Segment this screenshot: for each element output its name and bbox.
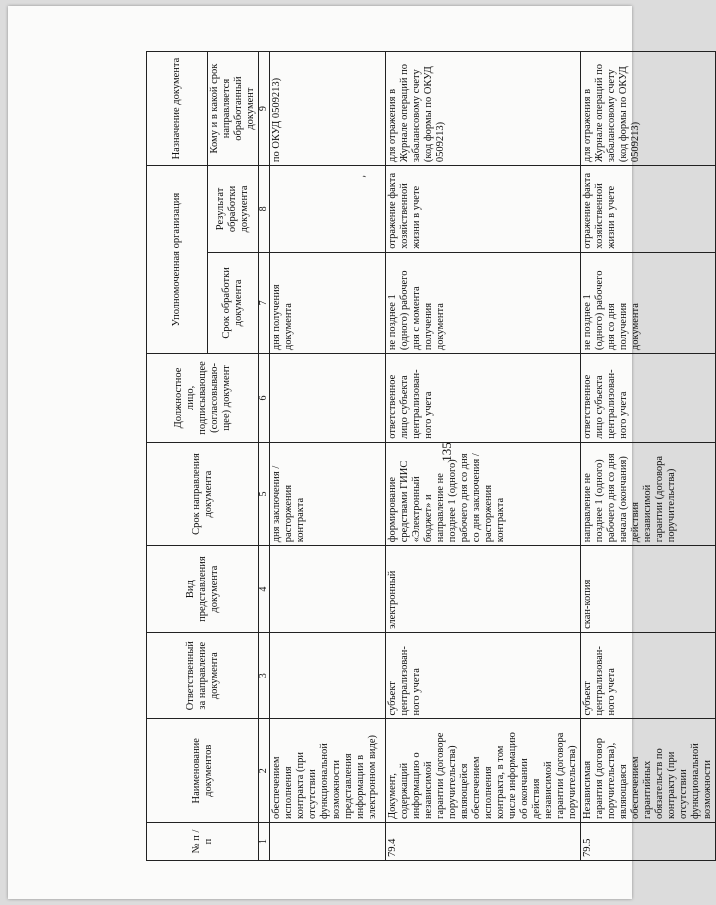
- cell-recipient: по ОКУД 0509213): [270, 52, 386, 166]
- cell-responsible: субъект централизован-ного учета: [581, 632, 716, 719]
- cell-document-name: Документ, содержащий информацию о независимой гарантии (договоре поручительства) являющейся обеспечением исполнения контракта, в том числе информацию об окончании действия независимой гарантии (договора поручительства): [386, 719, 581, 823]
- cell-official: [270, 354, 386, 443]
- cell-type: скан-копия: [581, 546, 716, 633]
- cell-recipient: для отражения в Журнале операций по забалансовому счету (код формы по ОКУД 0509213): [386, 52, 581, 166]
- table-row: [270, 52, 386, 861]
- rotated-table-container: [146, 51, 713, 861]
- header-official: Должностное лицо, подписывающее (согласовываю-щее) документ: [147, 354, 259, 443]
- header-responsible: Ответственный за направление документа: [147, 632, 259, 719]
- column-number: 9: [259, 52, 270, 166]
- column-number: 7: [259, 252, 270, 353]
- cell-type: электронный: [386, 546, 581, 633]
- table-row: [581, 52, 716, 861]
- cell-result: [270, 163, 386, 253]
- header-processing-time: Срок обработки документа: [208, 252, 259, 353]
- header-group-authorized: Уполномоченная организация: [147, 166, 208, 354]
- cell-no: [270, 822, 386, 860]
- column-number: 4: [259, 546, 270, 633]
- cell-recipient: для отражения в Журнале операций по забалансовому счету (код формы по ОКУД 0509213): [581, 52, 716, 166]
- cell-processing-time: не позднее 1 (одного) рабочего дня с момента получения документа: [386, 252, 581, 353]
- header-type: Вид представления документа: [147, 546, 259, 633]
- pen-mark: ˎ: [356, 163, 368, 180]
- cell-processing-time: не позднее 1 (одного) рабочего дня со дня получения документа: [581, 252, 716, 353]
- column-number: 5: [259, 442, 270, 546]
- cell-responsible: [270, 632, 386, 719]
- column-number: 2: [259, 719, 270, 823]
- column-number: 1: [259, 822, 270, 860]
- cell-deadline: направление не позднее 1 (одного) рабочего дня со дня начала (окончания) действия независимой гарантии (договора поручительства): [581, 442, 716, 546]
- column-number-row: [259, 52, 270, 861]
- column-number: 8: [259, 166, 270, 253]
- header-group-purpose: Назначение документа: [147, 52, 208, 166]
- header-deadline: Срок направления документа: [147, 442, 259, 546]
- cell-processing-time: дня получения документа: [270, 252, 386, 353]
- cell-no: 79.4: [386, 822, 581, 860]
- table-row: [386, 52, 581, 861]
- cell-result: отражение факта хозяйственной жизни в учете: [386, 166, 581, 253]
- cell-deadline: дня заключения / расторжения контракта: [270, 442, 386, 546]
- cell-no: 79.5: [581, 822, 716, 860]
- document-flow-table: [146, 51, 716, 861]
- cell-responsible: субъект централизован-ного учета: [386, 632, 581, 719]
- header-result: Результат обработки документа: [208, 166, 259, 253]
- cell-official: ответственное лицо субъекта централизован-ного учета: [386, 354, 581, 443]
- cell-result: отражение факта хозяйственной жизни в учете: [581, 166, 716, 253]
- header-recipient: Кому и в какой срок направляется обработанный документ: [208, 52, 259, 166]
- column-number: 6: [259, 354, 270, 443]
- cell-document-name: обеспечением исполнения контракта (при отсутствии функциональной возможности представления информации в электронном виде): [270, 719, 386, 823]
- cell-official: ответственное лицо субъекта централизован-ного учета: [581, 354, 716, 443]
- page-number: 135: [439, 442, 454, 462]
- column-number: 3: [259, 632, 270, 719]
- header-document-name: Наименование документов: [147, 719, 259, 823]
- document-page: [8, 6, 713, 899]
- cell-document-name: Независимая гарантия (договор поручительства), являющаяся обеспечением гарантийных обязательств по контракту (при отсутствии функциональной возможности: [581, 719, 716, 823]
- cell-deadline: формирование средствами ГИИС «Электронный бюджет» и направление не позднее 1 (одного) рабочего дня со дня со дня заключения / расторжения контракта: [386, 442, 581, 546]
- header-row-1: [147, 52, 208, 861]
- header-no: № п / п: [147, 822, 259, 860]
- cell-type: [270, 546, 386, 633]
